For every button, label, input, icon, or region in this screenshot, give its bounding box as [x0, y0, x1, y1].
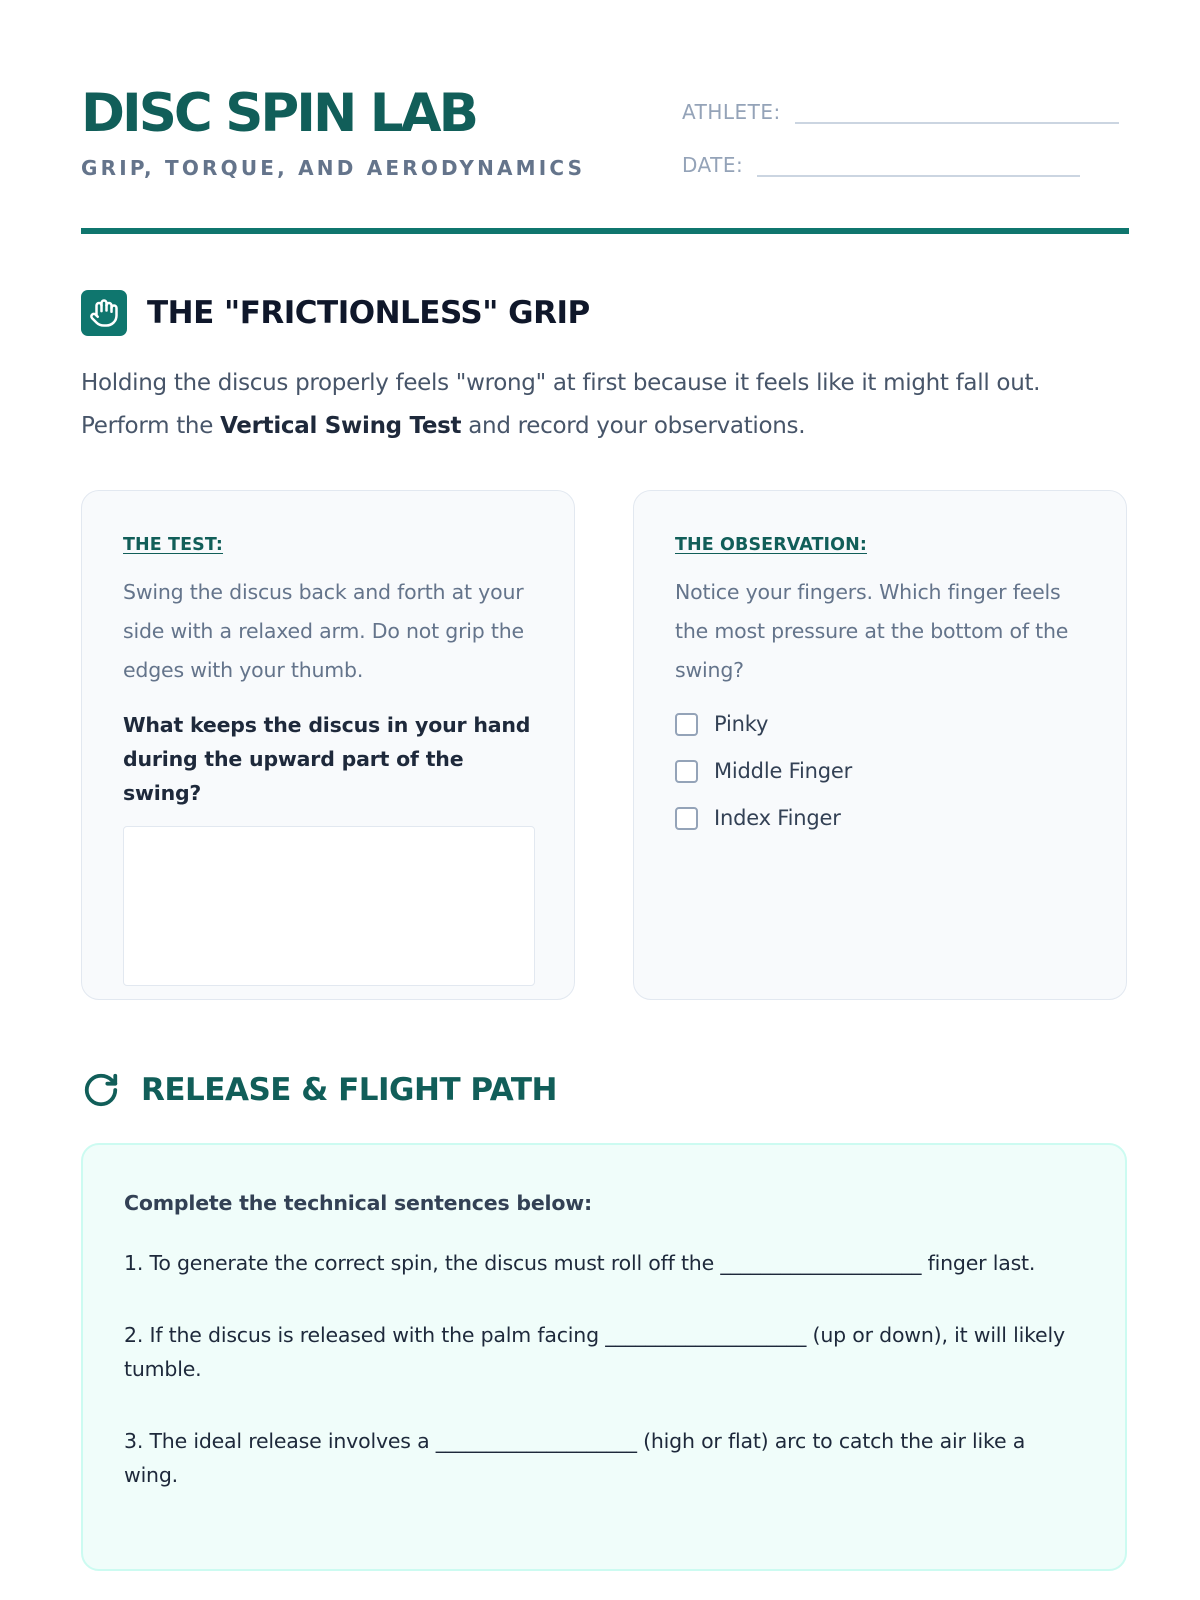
date-label: DATE:: [682, 153, 744, 177]
test-card-body: Swing the discus back and forth at your side with a relaxed arm. Do not grip the edges with your thumb.: [123, 580, 524, 682]
option-label: Pinky: [714, 712, 769, 736]
observation-card-label: THE OBSERVATION:: [675, 535, 867, 555]
test-card: [81, 490, 575, 1000]
grip-intro-emphasis: Vertical Swing Test: [220, 413, 462, 439]
option-pinky[interactable]: [675, 710, 1086, 738]
athlete-input-line[interactable]: [795, 98, 1119, 124]
grip-intro: [81, 362, 1129, 448]
date-field-row: [682, 151, 1080, 177]
finger-options: [675, 710, 1086, 832]
fill-sentence-1: 1. To generate the correct spin, the discus must roll off the ____________________ finger last.: [124, 1251, 1036, 1275]
answer-textbox[interactable]: [123, 826, 535, 986]
checkbox[interactable]: [675, 807, 698, 830]
release-panel: [81, 1143, 1127, 1571]
fill-sentence-2: 2. If the discus is released with the palm facing ____________________ (up or down), it will likely tumble.: [124, 1323, 1065, 1381]
athlete-label: ATHLETE:: [682, 100, 781, 124]
header-divider: [81, 228, 1129, 234]
test-card-question: What keeps the discus in your hand during the upward part of the swing?: [123, 713, 531, 805]
observation-card: [633, 490, 1127, 1000]
checkbox[interactable]: [675, 760, 698, 783]
option-index-finger[interactable]: [675, 804, 1086, 832]
option-label: Middle Finger: [714, 759, 853, 783]
observation-card-body: Notice your fingers. Which finger feels the most pressure at the bottom of the swing?: [675, 580, 1069, 682]
grip-section-title: THE "FRICTIONLESS" GRIP: [147, 295, 590, 331]
hand-icon: [81, 290, 127, 336]
release-section-header: [81, 1070, 557, 1110]
athlete-field-row: [682, 98, 1119, 124]
option-middle-finger[interactable]: [675, 757, 1086, 785]
fill-sentence-3: 3. The ideal release involves a ____________________ (high or flat) arc to catch the air like a wing.: [124, 1429, 1026, 1487]
grip-intro-text: Holding the discus properly feels "wrong" at first because it feels like it might fall out. Perform the: [81, 370, 1041, 439]
test-card-label: THE TEST:: [123, 535, 224, 555]
refresh-icon: [81, 1070, 121, 1110]
option-label: Index Finger: [714, 806, 841, 830]
worksheet-subtitle: GRIP, TORQUE, AND AERODYNAMICS: [81, 156, 586, 180]
worksheet-title: DISC SPIN LAB: [81, 83, 476, 144]
grip-section-header: [81, 290, 590, 336]
grip-intro-end: and record your observations.: [461, 413, 806, 439]
checkbox[interactable]: [675, 713, 698, 736]
date-input-line[interactable]: [757, 151, 1080, 177]
release-instructions: Complete the technical sentences below:: [124, 1191, 593, 1215]
release-section-title: RELEASE & FLIGHT PATH: [141, 1072, 557, 1108]
